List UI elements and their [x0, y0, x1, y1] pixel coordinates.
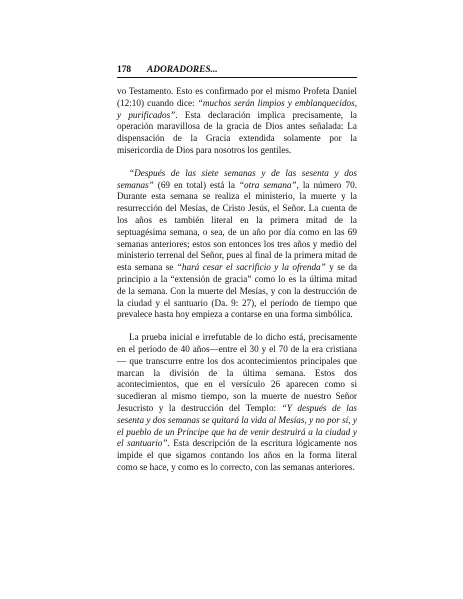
paragraph-2-seg-5: “hará cesar el sacrificio y la ofrenda” — [176, 262, 326, 273]
paragraph-3-seg-2: “Y después de las sesenta y dos semanas se quitará la vida al Mesías, y no por sí, y el pueblo de un Príncipe que ha de venir destruirá a la ciudad y el santuario” — [117, 402, 358, 449]
running-title: ADORADORES... — [147, 65, 218, 75]
paragraph-3-seg-1: La prueba inicial e irrefutable de lo dicho está, precisamente en el período de 40 años—entre el 30 y el 70 de la era cristiana— que transcurre entre los dos acontecimientos principales que marcan la división de la última semana. Estos dos acontecimientos, que en el versículo 26 aparecen como si sucedieran al mismo tiempo, son la muerte de nuestro Señor Jesucristo y la destrucción del Templo: — [117, 332, 357, 413]
paragraph-2-seg-2: (69 en total) está la — [153, 179, 239, 190]
paragraph-1-seg-1: vo Testamento. Esto es confirmado por el mismo Profeta Daniel (12:10) cuando dice: — [117, 86, 357, 108]
paragraph-2 — [117, 168, 357, 321]
paragraph-1 — [117, 86, 357, 157]
paragraph-2-seg-6: y se da principio a la “extensión de gracia” como lo es la última mitad de la semana. Con la muerte del Mesías, y con la destrucción de la ciudad y el santuario (Da. 9: 27), el período de tiempo que prevalece hasta hoy empieza a contarse en una forma simbólica. — [117, 262, 357, 320]
body-text — [117, 86, 357, 474]
paragraph-gap — [117, 157, 357, 168]
paragraph-3-seg-3: . Esta descripción de la escritura lógicamente nos impide el que sigamos contando los años en la forma literal como se hace, y como es lo correcto, con las semanas anteriores. — [117, 438, 357, 472]
paragraph-gap — [117, 321, 357, 332]
page-number: 178 — [117, 65, 132, 75]
paragraph-1-seg-3: . Esta declaración implica precisamente, la operación maravillosa de la gracia de Dios antes señalada: La dispensación de la Gracia extendida solamente por la misericordia de Dios para nosotros los gentiles. — [117, 109, 357, 155]
paragraph-2-seg-1: “Después de las siete semanas y de las sesenta y dos semanas” — [117, 167, 357, 190]
paragraph-1-seg-2: “muchos serán limpios y emblanquecidos, y purificados” — [117, 97, 358, 120]
running-header — [117, 64, 357, 76]
paragraph-2-seg-3: “otra semana” — [238, 179, 297, 190]
book-page — [117, 64, 357, 474]
header-rule — [117, 77, 357, 78]
paragraph-3 — [117, 332, 357, 474]
paragraph-2-seg-4: , la número 70. Durante esta semana se realiza el ministerio, la muerte y la resurrección del Mesías, de Cristo Jesús, el Señor. La cuenta de los años es también literal en la primera mitad de la septuagésima semana, o sea, de un año por día como en las 69 semanas anteriores; estos son entonces los tres años y medio del ministerio terrenal del Señor, pues al final de la primera mitad de esta semana se — [117, 179, 357, 273]
